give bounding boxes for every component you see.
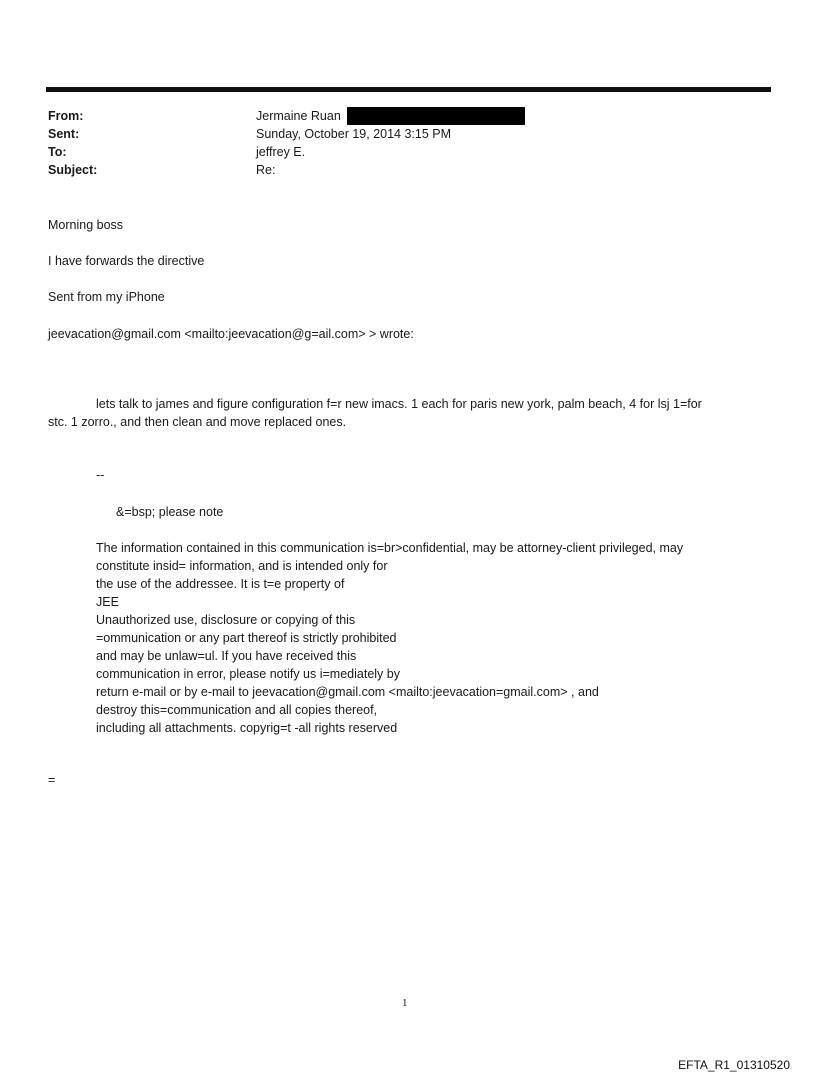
from-label: From: [48,109,84,123]
quoted-line-2: stc. 1 zorro., and then clean and move replaced ones. [48,415,347,429]
quoted-line-1: lets talk to james and figure configuration f=r new imacs. 1 each for paris new york, palm beach, 4 for lsj 1=for [96,397,702,411]
subject-value: Re: [256,163,276,177]
disclaimer-line: destroy this=communication and all copies thereof, [96,703,378,717]
from-row [48,107,748,125]
reply-line: I have forwards the directive [48,254,205,268]
disclaimer-line: Unauthorized use, disclosure or copying of this [96,613,356,627]
subject-label: Subject: [48,163,98,177]
disclaimer [96,539,786,737]
sent-value: Sunday, October 19, 2014 3:15 PM [256,127,452,141]
disclaimer-line: return e-mail or by e-mail to jeevacation@gmail.com <mailto:jeevacation=gmail.com> , and [96,685,599,699]
to-value: jeffrey E. [256,145,306,159]
quoted-message [48,395,778,431]
to-label: To: [48,145,67,159]
disclaimer-line: including all attachments. copyrig=t -all rights reserved [96,721,398,735]
trailer-mark: = [48,773,56,787]
reply-greeting: Morning boss [48,218,124,232]
reply-signature: Sent from my iPhone [48,290,165,304]
email-header [48,107,748,179]
redaction-box [347,107,525,125]
from-value: Jermaine Ruan [256,109,341,123]
disclaimer-line: The information contained in this communication is=br>confidential, may be attorney-client privileged, may [96,541,684,555]
page-number: 1 [402,997,408,1009]
sent-label: Sent: [48,127,80,141]
disclaimer-line: communication in error, please notify us i=mediately by [96,667,400,681]
bates-number: EFTA_R1_01310520 [678,1058,790,1072]
disclaimer-line: and may be unlaw=ul. If you have received this [96,649,357,663]
disclaimer-line: constitute insid= information, and is intended only for [96,559,388,573]
header-rule [46,87,771,92]
sent-row [48,125,748,143]
quote-header: jeevacation@gmail.com <mailto:jeevacation@g=ail.com> > wrote: [48,327,414,341]
please-note: &=bsp; please note [116,505,224,519]
to-row [48,143,748,161]
signature-dashes: -- [96,468,105,482]
subject-row [48,161,748,179]
disclaimer-line: =ommunication or any part thereof is strictly prohibited [96,631,397,645]
disclaimer-line: the use of the addressee. It is t=e property of [96,577,345,591]
disclaimer-line: JEE [96,595,119,609]
